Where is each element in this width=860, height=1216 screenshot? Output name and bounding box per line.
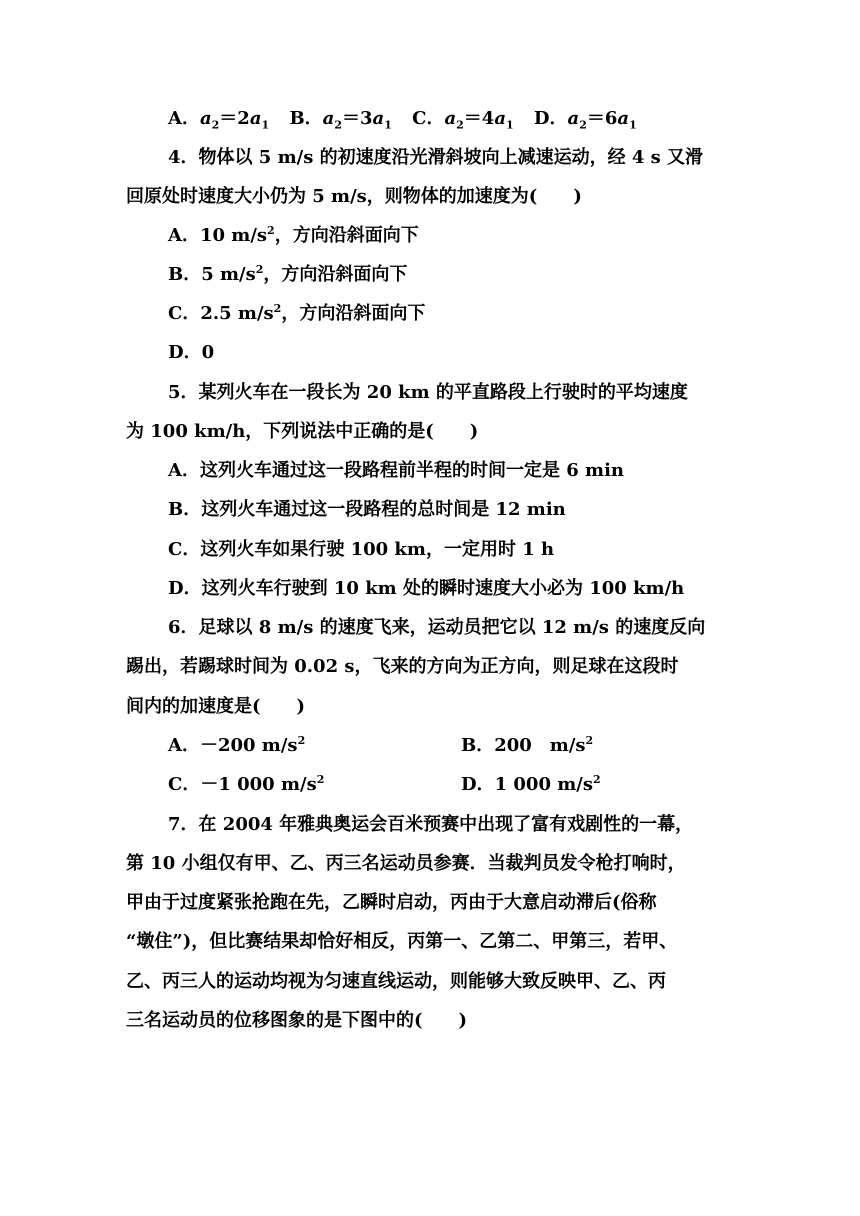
q6-option-c: C．－1 000 $m/s^2$: [168, 773, 325, 795]
q5-option-d: D．这列火车行驶到 10 km 处的瞬时速度大小必为 100 km/h: [168, 578, 685, 599]
q3-option-a: A．$a_2=2a_1$: [168, 108, 270, 132]
q6-option-b: B．200 $m/s^2$: [461, 734, 594, 756]
q4-option-b: B．5 $m/s^2$，方向沿斜面向下: [168, 263, 408, 285]
q7-stem-line-4: “墩住”)，但比赛结果却恰好相反，丙第一、乙第二、甲第三，若甲、: [126, 931, 678, 952]
q6-stem-line-2: 踢出，若踢球时间为 0.02 s，飞来的方向为正方向，则足球在这段时: [126, 656, 679, 677]
q6-stem-line-3: 间内的加速度是( ): [126, 696, 306, 717]
q7-stem-line-1: 7．在 2004 年雅典奥运会百米预赛中出现了富有戏剧性的一幕，: [168, 814, 694, 835]
q5-option-a: A．这列火车通过这一段路程前半程的时间一定是 6 min: [168, 460, 624, 481]
q3-options: [168, 106, 637, 132]
q4-option-a: A．10 $m/s^2$，方向沿斜面向下: [168, 224, 419, 246]
q7-stem-line-6: 三名运动员的位移图象的是下图中的( ): [126, 1010, 468, 1031]
q3-option-d: D．$a_2=6a_1$: [533, 108, 637, 132]
q5-option-b: B．这列火车通过这一段路程的总时间是 12 min: [168, 499, 566, 520]
q4-stem-line-1: 4．物体以 5 m/s 的初速度沿光滑斜坡向上减速运动，经 4 s 又滑: [168, 147, 704, 168]
q7-stem-line-5: 乙、丙三人的运动均视为匀速直线运动，则能够大致反映甲、乙、丙: [126, 971, 666, 992]
q3-option-c: C．$a_2=4a_1$: [412, 108, 514, 132]
q6-option-d: D．1 000 $m/s^2$: [461, 773, 601, 795]
q4-option-c: C．2.5 $m/s^2$，方向沿斜面向下: [168, 302, 426, 324]
q6-stem-line-1: 6．足球以 8 m/s 的速度飞来，运动员把它以 12 m/s 的速度反向: [168, 617, 706, 638]
q5-stem-line-2: 为 100 km/h，下列说法中正确的是( ): [126, 421, 479, 442]
q4-option-d: D．0: [168, 342, 215, 363]
q6-option-a: A．－200 $m/s^2$: [168, 734, 306, 756]
q5-option-c: C．这列火车如果行驶 100 km，一定用时 1 h: [168, 539, 555, 560]
q7-stem-line-3: 甲由于过度紧张抢跑在先，乙瞬时启动，丙由于大意启动滞后(俗称: [126, 892, 657, 913]
q5-stem-line-1: 5．某列火车在一段长为 20 km 的平直路段上行驶时的平均速度: [168, 382, 688, 403]
q7-stem-line-2: 第 10 小组仅有甲、乙、丙三名运动员参赛．当裁判员发令枪打响时，: [126, 853, 686, 874]
q4-stem-line-2: 回原处时速度大小仍为 5 m/s，则物体的加速度为( ): [126, 186, 582, 207]
q3-option-b: B．$a_2=3a_1$: [289, 108, 392, 132]
